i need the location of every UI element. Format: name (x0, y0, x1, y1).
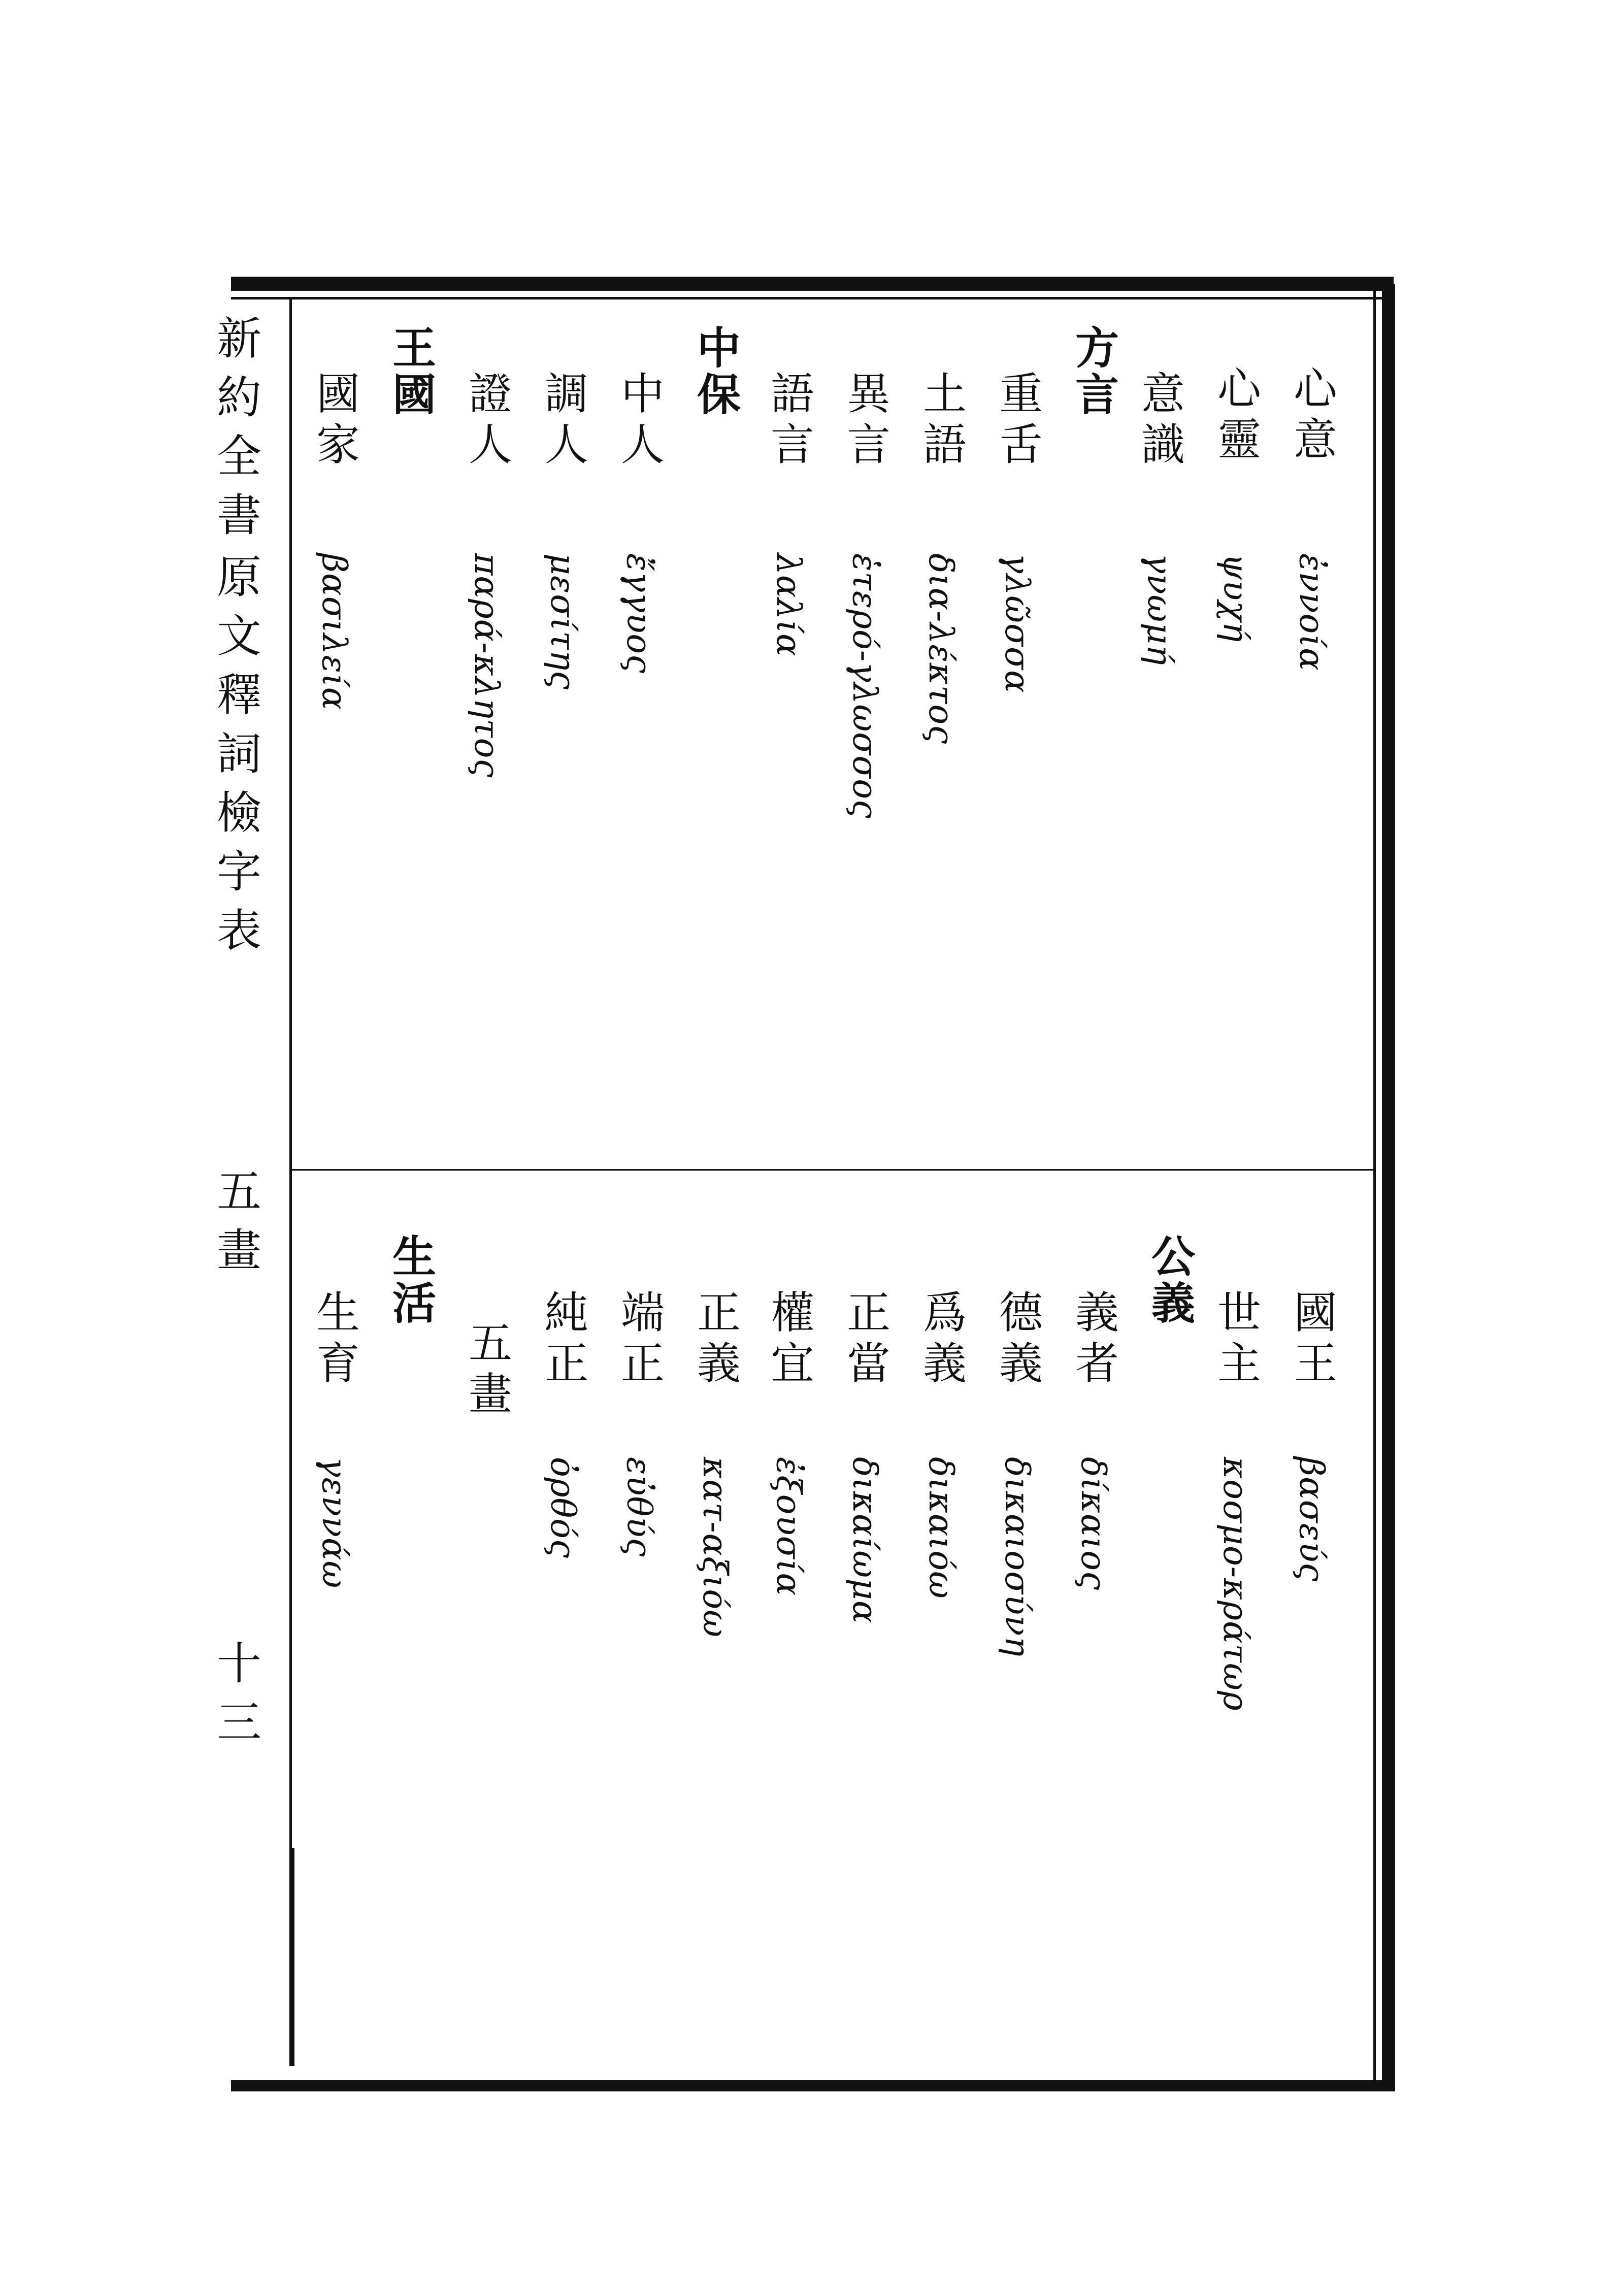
top-term-8: 語言 (763, 371, 814, 472)
top-heading-fangyan: 方言 (1068, 325, 1119, 418)
bottom-term-9: 正義 (689, 1289, 740, 1391)
bottom-term-5: 德義 (992, 1289, 1042, 1391)
frame-inner-left-rule (289, 300, 292, 2061)
bottom-term-4: 義者 (1068, 1289, 1118, 1391)
top-greek-14: βασιλεία (315, 553, 354, 711)
block-divider (292, 1169, 1373, 1171)
bottom-heading-shenghuo: 生活 (385, 1234, 436, 1327)
frame-top-thin-rule (231, 297, 1394, 300)
frame-inner-left-bracket (289, 1848, 294, 2066)
bottom-term-2: 世主 (1210, 1289, 1261, 1391)
top-greek-12: παρά-κλητος (467, 553, 506, 778)
top-greek-8: λαλία (769, 553, 808, 657)
margin-book-title: 新約全書 (210, 315, 262, 550)
top-greek-7: ἑτερό-γλωσσος (845, 553, 884, 819)
bottom-greek-8: ἐξουσία (769, 1457, 808, 1596)
top-heading-wangguo: 王國 (385, 325, 436, 418)
frame-bottom-rule (231, 2080, 1394, 2091)
bottom-term-6: 爲義 (915, 1289, 966, 1391)
top-term-5: 重舌 (992, 371, 1042, 472)
top-term-2: 心靈 (1210, 365, 1261, 467)
top-term-3: 意識 (1134, 371, 1184, 472)
bottom-greek-1: βασεύς (1292, 1457, 1331, 1582)
top-term-6: 土語 (915, 371, 966, 472)
top-term-11: 調人 (537, 371, 588, 472)
bottom-greek-11: ὀρθός (543, 1457, 582, 1558)
margin-page-number: 十三 (210, 1640, 262, 1757)
bottom-greek-6: δικαιόω (921, 1457, 961, 1599)
top-greek-1: ἐννοία (1292, 553, 1331, 671)
top-greek-2: ψυχή (1216, 553, 1255, 643)
top-term-1: 心意 (1286, 365, 1337, 467)
top-term-7: 異言 (839, 371, 890, 472)
frame-right-thin-rule (1373, 284, 1376, 2081)
bottom-term-1: 國王 (1286, 1289, 1337, 1391)
bottom-term-7: 正當 (839, 1289, 890, 1391)
bottom-greek-5: δικαιοσύνη (998, 1457, 1037, 1657)
top-greek-3: γνωμή (1140, 553, 1179, 665)
bottom-greek-10: εὐθύς (619, 1457, 658, 1557)
frame-top-rule (231, 277, 1394, 291)
top-term-14: 國家 (309, 371, 359, 472)
margin-index-title: 原文釋詞檢字表 (210, 553, 262, 966)
top-greek-5: γλῶσσα (998, 553, 1037, 693)
bottom-term-8: 權宜 (763, 1289, 814, 1391)
bottom-greek-4: δίκαιος (1074, 1457, 1113, 1591)
top-greek-6: δια-λέκτος (921, 553, 961, 745)
top-heading-zhongbao: 中保 (689, 325, 741, 418)
bottom-greek-9: κατ-αξιόω (696, 1457, 735, 1638)
bottom-heading-gongyi: 公義 (1144, 1234, 1195, 1327)
top-greek-10: ἔγγυος (619, 553, 658, 674)
bottom-term-11: 純正 (537, 1289, 588, 1391)
top-greek-11: μεσίτης (543, 553, 582, 690)
top-term-10: 中人 (613, 371, 664, 472)
frame-right-rule (1382, 284, 1395, 2091)
bottom-subheading-wuhua: 五畫 (461, 1320, 512, 1421)
top-term-12: 證人 (461, 371, 512, 472)
margin-stroke-section: 五畫 (210, 1168, 262, 1285)
bottom-term-10: 端正 (613, 1289, 664, 1391)
bottom-term-14: 生育 (309, 1289, 359, 1391)
bottom-greek-2: κοσμο-κράτωρ (1216, 1457, 1255, 1711)
bottom-greek-7: δικαίωμα (845, 1457, 884, 1624)
bottom-greek-14: γεννάω (315, 1457, 354, 1589)
